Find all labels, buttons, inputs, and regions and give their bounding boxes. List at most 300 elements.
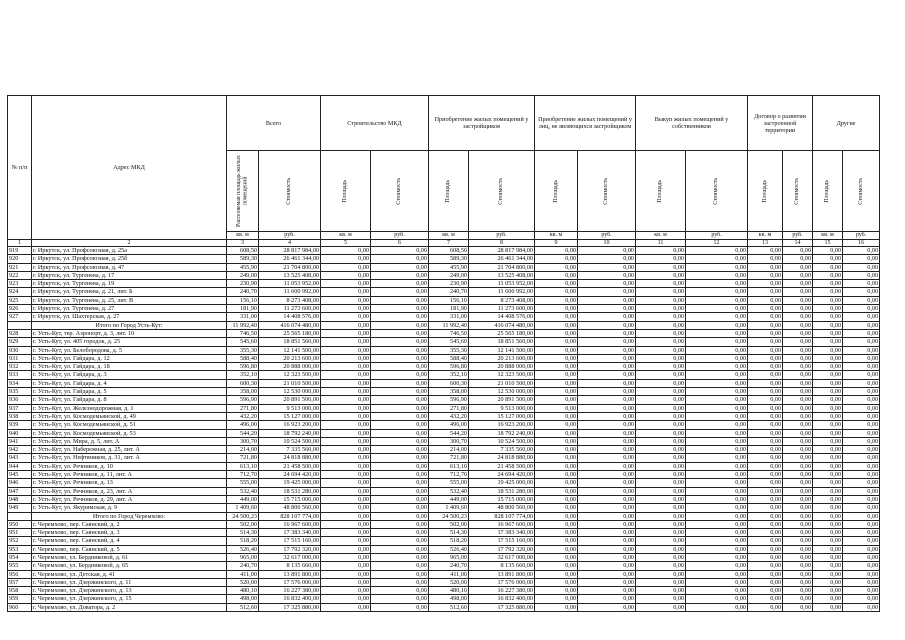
value-cell: 18 792 240,00: [259, 429, 321, 437]
value-cell: 518,20: [429, 537, 469, 545]
value-cell: 514,30: [429, 529, 469, 537]
value-cell: 0,00: [371, 280, 429, 288]
subheader-cell: [469, 151, 535, 232]
row-number-cell: 946: [8, 479, 32, 487]
value-cell: 0,00: [748, 537, 783, 545]
value-cell: 0,00: [748, 280, 783, 288]
value-cell: 0,00: [535, 255, 578, 263]
value-cell: 0,00: [843, 570, 880, 578]
value-cell: 0,00: [813, 313, 843, 321]
value-cell: 828 107 774,00: [259, 512, 321, 520]
subheader-cell: [686, 151, 748, 232]
value-cell: 0,00: [371, 346, 429, 354]
value-cell: 0,00: [535, 537, 578, 545]
subheader-cell: [429, 151, 469, 232]
value-cell: 0,00: [783, 595, 813, 603]
value-cell: 0,00: [686, 578, 748, 586]
value-cell: 0,00: [578, 247, 636, 255]
address-cell: г. Усть-Кут, ул. Железнодорожная, д. 1: [32, 404, 227, 412]
value-cell: 24 694 420,00: [259, 471, 321, 479]
value-cell: 21 704 800,00: [469, 263, 535, 271]
row-number-cell: 954: [8, 553, 32, 561]
column-number-cell: 12: [686, 239, 748, 247]
subheader-cell: [259, 151, 321, 232]
row-number-cell: 939: [8, 421, 32, 429]
value-cell: 0,00: [748, 570, 783, 578]
table-row: [8, 437, 880, 445]
subheader-label: Стоимость: [396, 177, 403, 205]
value-cell: 0,00: [321, 305, 371, 313]
value-cell: 358,00: [227, 388, 259, 396]
value-cell: 0,00: [686, 570, 748, 578]
column-number-cell: 4: [259, 239, 321, 247]
value-cell: 0,00: [578, 379, 636, 387]
header-group-other: Другие: [813, 96, 880, 151]
value-cell: 0,00: [843, 495, 880, 503]
value-cell: 0,00: [321, 603, 371, 611]
value-cell: 0,00: [843, 545, 880, 553]
value-cell: 0,00: [813, 545, 843, 553]
row-number-cell: 943: [8, 454, 32, 462]
value-cell: 0,00: [783, 280, 813, 288]
value-cell: 0,00: [843, 429, 880, 437]
resettlement-table: [7, 95, 880, 612]
value-cell: 0,00: [578, 288, 636, 296]
address-cell: г. Усть-Кут, ул. Речников, д. 23, лит. А: [32, 487, 227, 495]
value-cell: 0,00: [843, 529, 880, 537]
value-cell: 32 617 000,00: [259, 553, 321, 561]
address-cell: Итого по Город Усть-Кут:: [32, 321, 227, 329]
value-cell: 0,00: [636, 462, 686, 470]
unit-cell: руб.: [578, 232, 636, 240]
value-cell: 0,00: [636, 479, 686, 487]
value-cell: 0,00: [578, 578, 636, 586]
value-cell: 0,00: [636, 446, 686, 454]
value-cell: 455,90: [227, 263, 259, 271]
value-cell: 0,00: [321, 346, 371, 354]
row-number-cell: 919: [8, 247, 32, 255]
value-cell: 14 408 576,00: [469, 313, 535, 321]
value-cell: 0,00: [783, 529, 813, 537]
value-cell: 0,00: [578, 404, 636, 412]
value-cell: 0,00: [686, 321, 748, 329]
row-number-cell: 957: [8, 578, 32, 586]
value-cell: 0,00: [813, 587, 843, 595]
value-cell: 0,00: [686, 263, 748, 271]
value-cell: 498,00: [429, 595, 469, 603]
value-cell: 18 851 560,00: [469, 338, 535, 346]
value-cell: 11 992,40: [429, 321, 469, 329]
address-cell: г. Черемхово, ул. Дзержинского, д. 11: [32, 578, 227, 586]
value-cell: 11 600 992,00: [469, 288, 535, 296]
value-cell: 589,30: [227, 255, 259, 263]
value-cell: 0,00: [783, 247, 813, 255]
value-cell: 28 817 984,00: [259, 247, 321, 255]
value-cell: 181,90: [227, 305, 259, 313]
row-number-cell: 944: [8, 462, 32, 470]
table-row: [8, 396, 880, 404]
value-cell: 48 800 560,00: [469, 504, 535, 512]
value-cell: 17 576 000,00: [469, 578, 535, 586]
value-cell: 0,00: [783, 288, 813, 296]
value-cell: 0,00: [321, 354, 371, 362]
subheader-label: Площадь: [445, 179, 452, 203]
value-cell: 0,00: [535, 603, 578, 611]
value-cell: 0,00: [636, 346, 686, 354]
address-cell: г. Черемхово, ул. Бердниковой, д. 61: [32, 553, 227, 561]
value-cell: 26 461 344,00: [469, 255, 535, 263]
value-cell: 331,00: [227, 313, 259, 321]
value-cell: 0,00: [535, 462, 578, 470]
value-cell: 12 141 500,00: [259, 346, 321, 354]
value-cell: 0,00: [748, 446, 783, 454]
value-cell: 0,00: [321, 454, 371, 462]
address-cell: г. Усть-Кут, ул. Речников, д. 10: [32, 462, 227, 470]
column-number-cell: 6: [371, 239, 429, 247]
value-cell: 608,50: [227, 247, 259, 255]
value-cell: 0,00: [371, 371, 429, 379]
header-group-developer-purchase: Приобретение жилых помещений у застройщиков: [429, 96, 535, 151]
subheader-label: Площадь: [657, 179, 664, 203]
value-cell: 0,00: [636, 570, 686, 578]
row-number-cell: 935: [8, 388, 32, 396]
value-cell: 0,00: [321, 247, 371, 255]
row-number-cell: 942: [8, 446, 32, 454]
value-cell: 0,00: [535, 263, 578, 271]
value-cell: 15 127 000,00: [259, 412, 321, 420]
subheader-cell: [535, 151, 578, 232]
value-cell: 0,00: [813, 471, 843, 479]
value-cell: 0,00: [636, 520, 686, 528]
value-cell: 24 818 880,00: [259, 454, 321, 462]
value-cell: 0,00: [813, 537, 843, 545]
value-cell: 0,00: [783, 421, 813, 429]
row-number-cell: 950: [8, 520, 32, 528]
value-cell: 16 227 380,00: [259, 587, 321, 595]
value-cell: 17 383 340,00: [259, 529, 321, 537]
table-row: [8, 529, 880, 537]
value-cell: 12 530 000,00: [259, 388, 321, 396]
value-cell: 0,00: [686, 280, 748, 288]
address-cell: г. Усть-Кут, ул. Набережная, д. 25, лит. А: [32, 446, 227, 454]
value-cell: 0,00: [748, 404, 783, 412]
address-cell: г. Черемхово, ул. Доватора, д. 2: [32, 603, 227, 611]
value-cell: 11 273 600,00: [259, 305, 321, 313]
value-cell: 0,00: [321, 512, 371, 520]
table-row: [8, 520, 880, 528]
table-row: [8, 329, 880, 337]
value-cell: 0,00: [843, 437, 880, 445]
table-row: [8, 354, 880, 362]
value-cell: 0,00: [321, 578, 371, 586]
value-cell: 600,30: [227, 379, 259, 387]
value-cell: 0,00: [371, 363, 429, 371]
row-number-cell: 945: [8, 471, 32, 479]
value-cell: 16 967 600,00: [259, 520, 321, 528]
value-cell: 514,30: [227, 529, 259, 537]
value-cell: 17 383 340,00: [469, 529, 535, 537]
value-cell: 0,00: [321, 570, 371, 578]
address-cell: г. Усть-Кут, ул. Гайдара, д. 4: [32, 379, 227, 387]
table-row: [8, 412, 880, 420]
value-cell: 0,00: [636, 296, 686, 304]
value-cell: 0,00: [578, 462, 636, 470]
value-cell: 0,00: [321, 446, 371, 454]
value-cell: 0,00: [578, 529, 636, 537]
value-cell: 0,00: [535, 329, 578, 337]
value-cell: 0,00: [578, 421, 636, 429]
value-cell: 0,00: [813, 321, 843, 329]
value-cell: 0,00: [321, 545, 371, 553]
value-cell: 0,00: [636, 338, 686, 346]
value-cell: 0,00: [636, 512, 686, 520]
unit-cell: руб.: [843, 232, 880, 240]
row-number-cell: 920: [8, 255, 32, 263]
value-cell: 0,00: [843, 537, 880, 545]
value-cell: 18 531 280,00: [259, 487, 321, 495]
value-cell: 0,00: [843, 305, 880, 313]
value-cell: 352,10: [429, 371, 469, 379]
value-cell: 0,00: [843, 595, 880, 603]
value-cell: 0,00: [813, 446, 843, 454]
value-cell: 0,00: [578, 487, 636, 495]
value-cell: 0,00: [843, 396, 880, 404]
value-cell: 0,00: [813, 479, 843, 487]
value-cell: 596,90: [227, 396, 259, 404]
unit-cell: руб.: [259, 232, 321, 240]
value-cell: 0,00: [371, 520, 429, 528]
value-cell: 0,00: [535, 271, 578, 279]
value-cell: 271,80: [429, 404, 469, 412]
value-cell: 0,00: [748, 263, 783, 271]
table-row: [8, 271, 880, 279]
subheader-label: Стоимость: [713, 177, 720, 205]
value-cell: 0,00: [843, 553, 880, 561]
value-cell: 0,00: [636, 487, 686, 495]
value-cell: 17 515 160,00: [469, 537, 535, 545]
subheader-cell: [783, 151, 813, 232]
address-cell: г. Усть-Кут, ул. 405 городок, д. 25: [32, 338, 227, 346]
address-cell: г. Усть-Кут, ул. Гайдара, д. 8: [32, 396, 227, 404]
value-cell: 0,00: [783, 346, 813, 354]
value-cell: 16 967 600,00: [469, 520, 535, 528]
value-cell: 0,00: [636, 255, 686, 263]
value-cell: 0,00: [686, 396, 748, 404]
value-cell: 0,00: [813, 529, 843, 537]
value-cell: 0,00: [748, 595, 783, 603]
value-cell: 0,00: [686, 537, 748, 545]
value-cell: 181,90: [429, 305, 469, 313]
value-cell: 0,00: [783, 537, 813, 545]
value-cell: 0,00: [321, 471, 371, 479]
value-cell: 0,00: [578, 537, 636, 545]
value-cell: 17 792 320,00: [259, 545, 321, 553]
value-cell: 0,00: [748, 329, 783, 337]
value-cell: 0,00: [636, 562, 686, 570]
value-cell: 0,00: [535, 520, 578, 528]
value-cell: 0,00: [686, 545, 748, 553]
value-cell: 0,00: [636, 313, 686, 321]
value-cell: 0,00: [686, 471, 748, 479]
value-cell: 0,00: [843, 346, 880, 354]
value-cell: 14 408 576,00: [259, 313, 321, 321]
header-address: Адрес МКД: [32, 96, 227, 240]
value-cell: 156,10: [429, 296, 469, 304]
value-cell: 0,00: [321, 479, 371, 487]
value-cell: 0,00: [578, 512, 636, 520]
value-cell: 0,00: [636, 329, 686, 337]
value-cell: 16 832 400,00: [469, 595, 535, 603]
address-cell: г. Иркутск, ул. Профсоюзная, д. 25а: [32, 247, 227, 255]
value-cell: 20 891 500,00: [259, 396, 321, 404]
value-cell: 0,00: [636, 537, 686, 545]
value-cell: 0,00: [686, 354, 748, 362]
value-cell: 0,00: [783, 562, 813, 570]
value-cell: 496,00: [429, 421, 469, 429]
row-number-cell: 937: [8, 404, 32, 412]
value-cell: 0,00: [321, 371, 371, 379]
value-cell: 0,00: [843, 354, 880, 362]
value-cell: 0,00: [636, 412, 686, 420]
value-cell: 0,00: [686, 305, 748, 313]
value-cell: 0,00: [813, 437, 843, 445]
value-cell: 0,00: [748, 454, 783, 462]
header-group-total: Всего: [227, 96, 321, 151]
value-cell: 0,00: [578, 363, 636, 371]
row-number-cell: 940: [8, 429, 32, 437]
value-cell: 20 213 600,00: [469, 354, 535, 362]
value-cell: 0,00: [371, 454, 429, 462]
value-cell: 480,10: [429, 587, 469, 595]
value-cell: 0,00: [686, 429, 748, 437]
value-cell: 12 530 000,00: [469, 388, 535, 396]
value-cell: 16 923 200,00: [469, 421, 535, 429]
value-cell: 0,00: [686, 587, 748, 595]
value-cell: 0,00: [636, 587, 686, 595]
value-cell: 0,00: [578, 520, 636, 528]
address-cell: г. Черемхово, пер. Саянский, д. 5: [32, 545, 227, 553]
value-cell: 532,40: [429, 487, 469, 495]
value-cell: 156,10: [227, 296, 259, 304]
table-row: [8, 371, 880, 379]
table-row: [8, 255, 880, 263]
subheader-label: Стоимость: [794, 177, 801, 205]
value-cell: 0,00: [686, 404, 748, 412]
value-cell: 0,00: [843, 388, 880, 396]
row-number-cell: 953: [8, 545, 32, 553]
resettlement-table-page: [7, 95, 879, 612]
address-cell: г. Черемхово, ул. Бердниковой, д. 65: [32, 562, 227, 570]
value-cell: 48 800 560,00: [259, 504, 321, 512]
value-cell: 0,00: [783, 255, 813, 263]
row-number-cell: 921: [8, 263, 32, 271]
value-cell: 0,00: [371, 446, 429, 454]
row-number-cell: 956: [8, 570, 32, 578]
subheader-label: Площадь: [552, 179, 559, 203]
value-cell: 0,00: [813, 396, 843, 404]
unit-cell: кв. м: [227, 232, 259, 240]
row-number-cell: 938: [8, 412, 32, 420]
column-number-cell: 13: [748, 239, 783, 247]
value-cell: 0,00: [371, 553, 429, 561]
row-number-cell: 924: [8, 288, 32, 296]
value-cell: 0,00: [535, 479, 578, 487]
value-cell: 0,00: [321, 363, 371, 371]
column-number-cell: 10: [578, 239, 636, 247]
value-cell: 0,00: [578, 321, 636, 329]
value-cell: 0,00: [535, 404, 578, 412]
column-number-cell: 1: [8, 239, 32, 247]
value-cell: 0,00: [371, 321, 429, 329]
value-cell: 0,00: [813, 570, 843, 578]
row-number-cell: 934: [8, 379, 32, 387]
address-cell: г. Черемхово, пер. Саянский, д. 3: [32, 529, 227, 537]
value-cell: 520,00: [429, 578, 469, 586]
value-cell: 0,00: [578, 329, 636, 337]
value-cell: 0,00: [535, 487, 578, 495]
value-cell: 0,00: [535, 454, 578, 462]
column-number-cell: 3: [227, 239, 259, 247]
value-cell: 240,70: [429, 288, 469, 296]
value-cell: 0,00: [371, 595, 429, 603]
table-row: [8, 454, 880, 462]
value-cell: 0,00: [748, 587, 783, 595]
value-cell: 0,00: [371, 570, 429, 578]
value-cell: 608,50: [429, 247, 469, 255]
value-cell: 498,00: [227, 595, 259, 603]
value-cell: 588,40: [227, 354, 259, 362]
value-cell: 21 010 500,00: [469, 379, 535, 387]
value-cell: 0,00: [636, 529, 686, 537]
value-cell: 25 565 180,00: [469, 329, 535, 337]
value-cell: 0,00: [321, 462, 371, 470]
value-cell: 0,00: [748, 396, 783, 404]
value-cell: 0,00: [843, 462, 880, 470]
subheader-cell: [227, 151, 259, 232]
value-cell: 0,00: [686, 603, 748, 611]
value-cell: 0,00: [783, 437, 813, 445]
value-cell: 0,00: [783, 412, 813, 420]
value-cell: 0,00: [783, 504, 813, 512]
value-cell: 0,00: [748, 504, 783, 512]
value-cell: 0,00: [371, 255, 429, 263]
value-cell: 0,00: [813, 271, 843, 279]
address-cell: г. Усть-Кут, ул. Космодемьянской, д. 49: [32, 412, 227, 420]
value-cell: 0,00: [843, 263, 880, 271]
value-cell: 0,00: [578, 437, 636, 445]
value-cell: 0,00: [636, 437, 686, 445]
table-row: [8, 471, 880, 479]
header-group-development-contract: Договор о развитии застроенной территории: [748, 96, 813, 151]
value-cell: 0,00: [636, 271, 686, 279]
value-cell: 19 425 000,00: [469, 479, 535, 487]
subheader-cell: [813, 151, 843, 232]
value-cell: 0,00: [321, 412, 371, 420]
value-cell: 0,00: [371, 512, 429, 520]
value-cell: 0,00: [636, 429, 686, 437]
value-cell: 0,00: [783, 545, 813, 553]
value-cell: 12 323 500,00: [469, 371, 535, 379]
table-row: [8, 487, 880, 495]
value-cell: 271,80: [227, 404, 259, 412]
row-number-cell: 949: [8, 504, 32, 512]
value-cell: 0,00: [321, 255, 371, 263]
value-cell: 0,00: [636, 280, 686, 288]
value-cell: 0,00: [371, 437, 429, 445]
value-cell: 0,00: [813, 429, 843, 437]
value-cell: 15 715 000,00: [259, 495, 321, 503]
value-cell: 0,00: [843, 520, 880, 528]
